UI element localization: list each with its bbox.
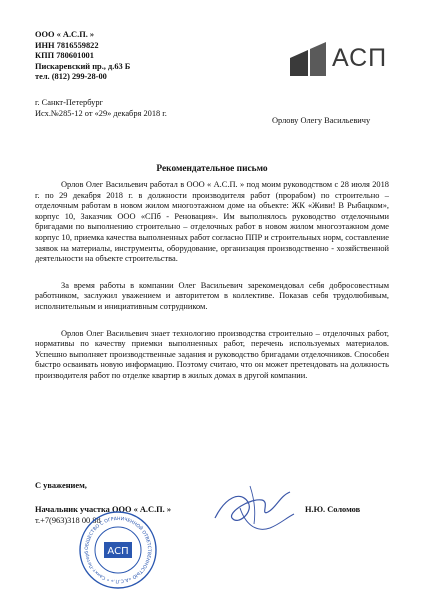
- outgoing-ref: Исх.№285-12 от «29» декабря 2018 г.: [35, 109, 167, 118]
- letter-body: [35, 180, 389, 382]
- handwritten-signature: [210, 478, 300, 538]
- paragraph-1: Орлов Олег Васильевич работал в ООО « А.С.П. » под моим руководством с 28 июля 2018 г. по 29 декабря 2018 г. в должности производителя работ (прорабом) по строительно – отделочным работам в новом жилом многоэтажном доме на объекте: ЖК «Живи! В Рыбацком», корпус 10, Заказчик ООО «СПб - Реновация». Им выполнялось руководство отделочными бригадами по выполнению строительно – отделочных работ в новом жилом многоэтажном доме корпус 10, приемка качества выполненных работ согласно ППР и строительных норм, составление заявок на материалы, инструменты, оборудование, организация производственно - хозяйственной деятельности на объекте строительства.: [35, 180, 389, 264]
- logo-mark-icon: [288, 42, 328, 76]
- company-phone: тел. (812) 299-28-00: [35, 72, 107, 82]
- company-inn: ИНН 7816559822: [35, 40, 99, 50]
- signature-position: Начальник участка ООО « А.С.П. »: [35, 505, 172, 514]
- company-logo: [288, 42, 398, 78]
- page-title: Рекомендательное письмо: [156, 164, 268, 174]
- company-block: [35, 30, 130, 83]
- paragraph-3: Орлов Олег Васильевич знает технологию производства строительно – отделочных работ, нормативы по качеству приемки выполненных работ, перечень используемых материалов. Успешно выполняет производственные задания и руководство бригадами отделочников. Способен быстро осваивать новую информацию. Поэтому считаю, что он может претендовать на должность производителя работ по отделке квартир в жилых домах в другой компании.: [35, 328, 389, 380]
- company-kpp: КПП 780601001: [35, 51, 94, 61]
- signature-name: Н.Ю. Соломов: [305, 505, 361, 514]
- paragraph-2: За время работы в компании Олег Васильевич зарекомендовал себя добросовестным работником, заслужил уважением и авторитетом в коллективе. Показав себя трудолюбивым, исполнительным и инициативным сотрудником.: [35, 280, 389, 311]
- signature-phone: т.+7(963)318 00 88: [35, 516, 101, 525]
- stamp-ring-text: ОБЩЕСТВО С ОГРАНИЧЕННОЙ ОТВЕТСТВЕННОСТЬЮ «А.С.П.» • Санкт-Петерб: [84, 516, 152, 584]
- company-stamp: [78, 510, 158, 590]
- company-address: Пискаревский пр., д.63 Б: [35, 61, 131, 71]
- city: г. Санкт-Петербург: [35, 98, 103, 107]
- company-name: ООО « А.С.П. »: [35, 30, 95, 39]
- stamp-logo-text: АСП: [107, 546, 129, 557]
- recipient: Орлову Олегу Васильевичу: [272, 116, 371, 125]
- closing: С уважением,: [35, 481, 87, 490]
- logo-text: АСП: [332, 44, 388, 72]
